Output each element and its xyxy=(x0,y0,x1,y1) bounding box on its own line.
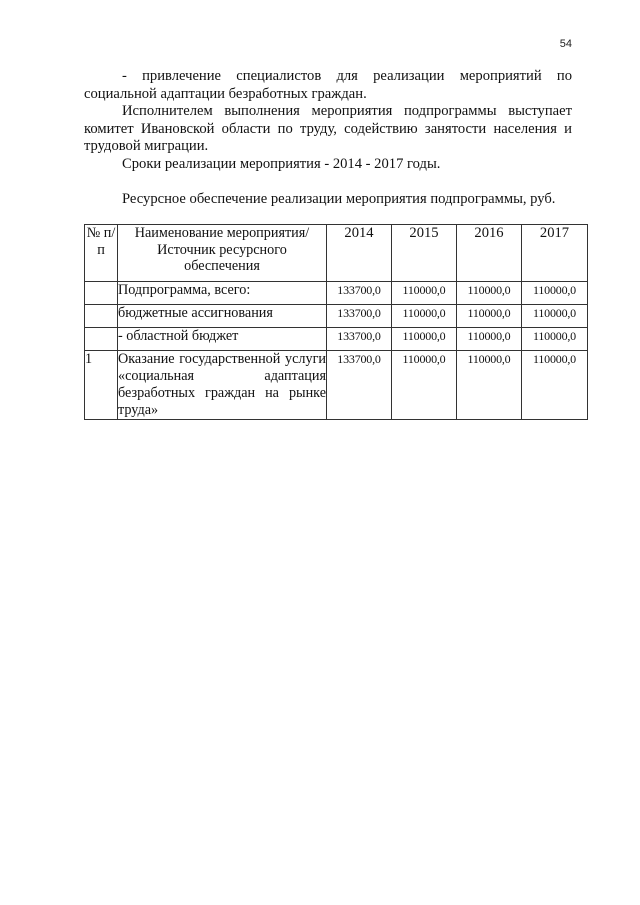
value-2015: 110000,0 xyxy=(392,305,457,328)
paragraph-timeline: Сроки реализации мероприятия - 2014 - 2017 годы. xyxy=(122,155,441,172)
value-2015: 110000,0 xyxy=(392,328,457,351)
row-number xyxy=(85,305,118,328)
header-number: № п/п xyxy=(85,225,118,282)
value-2016: 110000,0 xyxy=(457,282,522,305)
row-name: Подпрограмма, всего: xyxy=(118,282,327,305)
table-row xyxy=(85,351,588,420)
paragraph-specialists: - привлечение специалистов для реализации мероприятий по социальной адаптации безработных граждан. xyxy=(84,68,572,102)
value-2015: 110000,0 xyxy=(392,282,457,305)
row-number xyxy=(85,328,118,351)
value-2014: 133700,0 xyxy=(327,282,392,305)
table-caption: Ресурсное обеспечение реализации мероприятия подпрограммы, руб. xyxy=(122,191,556,207)
row-name: - областной бюджет xyxy=(118,328,327,351)
header-year-2017: 2017 xyxy=(522,225,588,282)
header-year-2016: 2016 xyxy=(457,225,522,282)
row-name: Оказание государственной услуги «социальная адаптация безработных граждан на рынке труда» xyxy=(118,351,326,418)
value-2017: 110000,0 xyxy=(522,305,588,328)
header-name: Наименование мероприятия/Источник ресурсного обеспечения xyxy=(118,225,327,282)
table-header-row xyxy=(85,225,588,282)
header-year-2014: 2014 xyxy=(327,225,392,282)
resource-table xyxy=(84,224,588,420)
row-number: 1 xyxy=(85,351,118,420)
value-2017: 110000,0 xyxy=(522,351,588,420)
row-name: бюджетные ассигнования xyxy=(118,305,327,328)
value-2017: 110000,0 xyxy=(522,282,588,305)
value-2015: 110000,0 xyxy=(392,351,457,420)
value-2017: 110000,0 xyxy=(522,328,588,351)
table-row xyxy=(85,328,588,351)
value-2016: 110000,0 xyxy=(457,351,522,420)
table-row xyxy=(85,282,588,305)
value-2014: 133700,0 xyxy=(327,305,392,328)
value-2016: 110000,0 xyxy=(457,328,522,351)
value-2014: 133700,0 xyxy=(327,328,392,351)
row-number xyxy=(85,282,118,305)
value-2014: 133700,0 xyxy=(327,351,392,420)
header-year-2015: 2015 xyxy=(392,225,457,282)
paragraph-executor: Исполнителем выполнения мероприятия подпрограммы выступает комитет Ивановской области по труду, содействию занятости населения и трудовой миграции. xyxy=(84,103,572,154)
table-row xyxy=(85,305,588,328)
page-number: 54 xyxy=(559,38,572,50)
spacer xyxy=(84,173,572,191)
document-body xyxy=(84,68,572,209)
value-2016: 110000,0 xyxy=(457,305,522,328)
